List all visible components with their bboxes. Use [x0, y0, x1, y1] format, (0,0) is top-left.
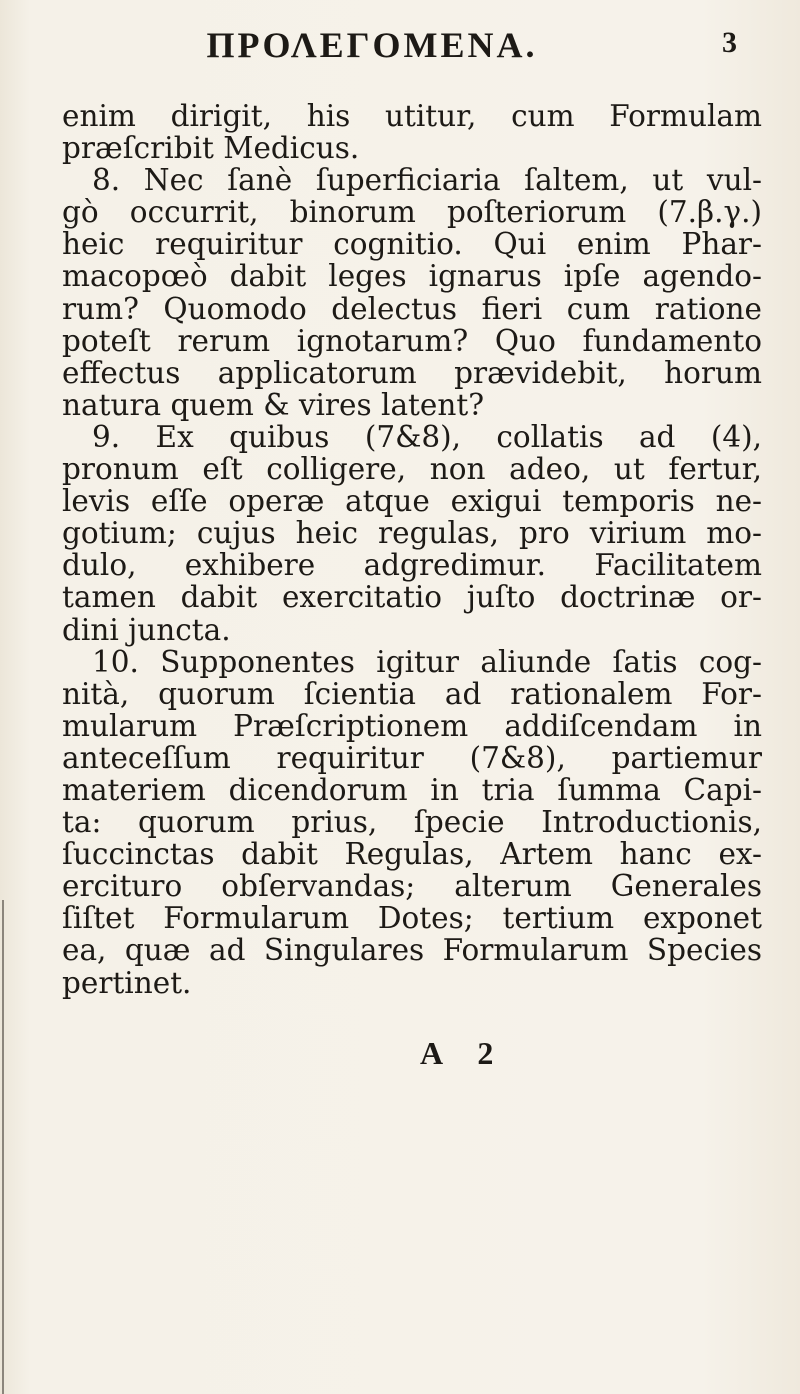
text-line: ſiſtet Formularum Dotes; tertium exponet — [62, 901, 762, 936]
text-line: natura quem & vires latent? — [62, 387, 485, 422]
text-line: pertinet. — [62, 965, 192, 1000]
text-line: effectus applicatorum prævidebit, horum — [62, 355, 762, 390]
signature-mark: A 2 — [420, 1035, 508, 1071]
text-line: gò occurrit, binorum poſteriorum (7.β.γ.) — [62, 195, 762, 230]
text-line: dini juncta. — [62, 612, 231, 647]
page-header — [0, 8, 800, 68]
text-line: anteceſſum requiritur (7&8), partiemur — [62, 740, 762, 775]
text-line: 9. Ex quibus (7&8), collatis ad (4), — [92, 419, 762, 454]
text-line: 8. Nec ſanè ſuperficiaria ſaltem, ut vul- — [92, 163, 762, 198]
text-line: præſcribit Medicus. — [62, 131, 360, 166]
text-line: mularum Præſcriptionem addiſcendam in — [62, 708, 762, 743]
running-head: ΠΡΟΛΕΓΟΜΕΝΑ. — [206, 25, 538, 65]
text-line: macopœò dabit leges ignarus ipſe agendo- — [62, 259, 762, 294]
text-line: enim dirigit, his utitur, cum Formulam — [62, 99, 762, 133]
text-line: tamen dabit exercitatio juſto doctrinæ or- — [62, 580, 762, 615]
body-text — [62, 100, 762, 999]
text-line: nità, quorum ſcientia ad rationalem For- — [62, 676, 762, 711]
binding-edge — [2, 900, 4, 1394]
text-line: ercituro obſervandas; alterum Generales — [62, 869, 762, 904]
text-line: pronum eſt colligere, non adeo, ut fertur, — [62, 452, 762, 487]
text-line: heic requiritur cognitio. Qui enim Phar- — [62, 227, 762, 262]
text-line: 10. Supponentes igitur aliunde ſatis cog- — [92, 644, 762, 679]
text-line: levis eſſe operæ atque exigui temporis ne- — [62, 484, 762, 519]
text-line: rum? Quomodo delectus fieri cum ratione — [62, 291, 762, 326]
text-line: materiem dicendorum in tria ſumma Capi- — [62, 772, 762, 807]
text-line: gotium; cujus heic regulas, pro virium mo- — [62, 516, 762, 551]
text-line: ſuccinctas dabit Regulas, Artem hanc ex- — [62, 837, 762, 872]
text-line: dulo, exhibere adgredimur. Facilitatem — [62, 548, 762, 583]
text-line: ta: quorum prius, ſpecie Introductionis, — [62, 805, 762, 840]
text-line: ea, quæ ad Singulares Formularum Species — [62, 933, 762, 968]
text-line: poteſt rerum ignotarum? Quo fundamento — [62, 323, 762, 358]
page-number: 3 — [722, 26, 737, 59]
